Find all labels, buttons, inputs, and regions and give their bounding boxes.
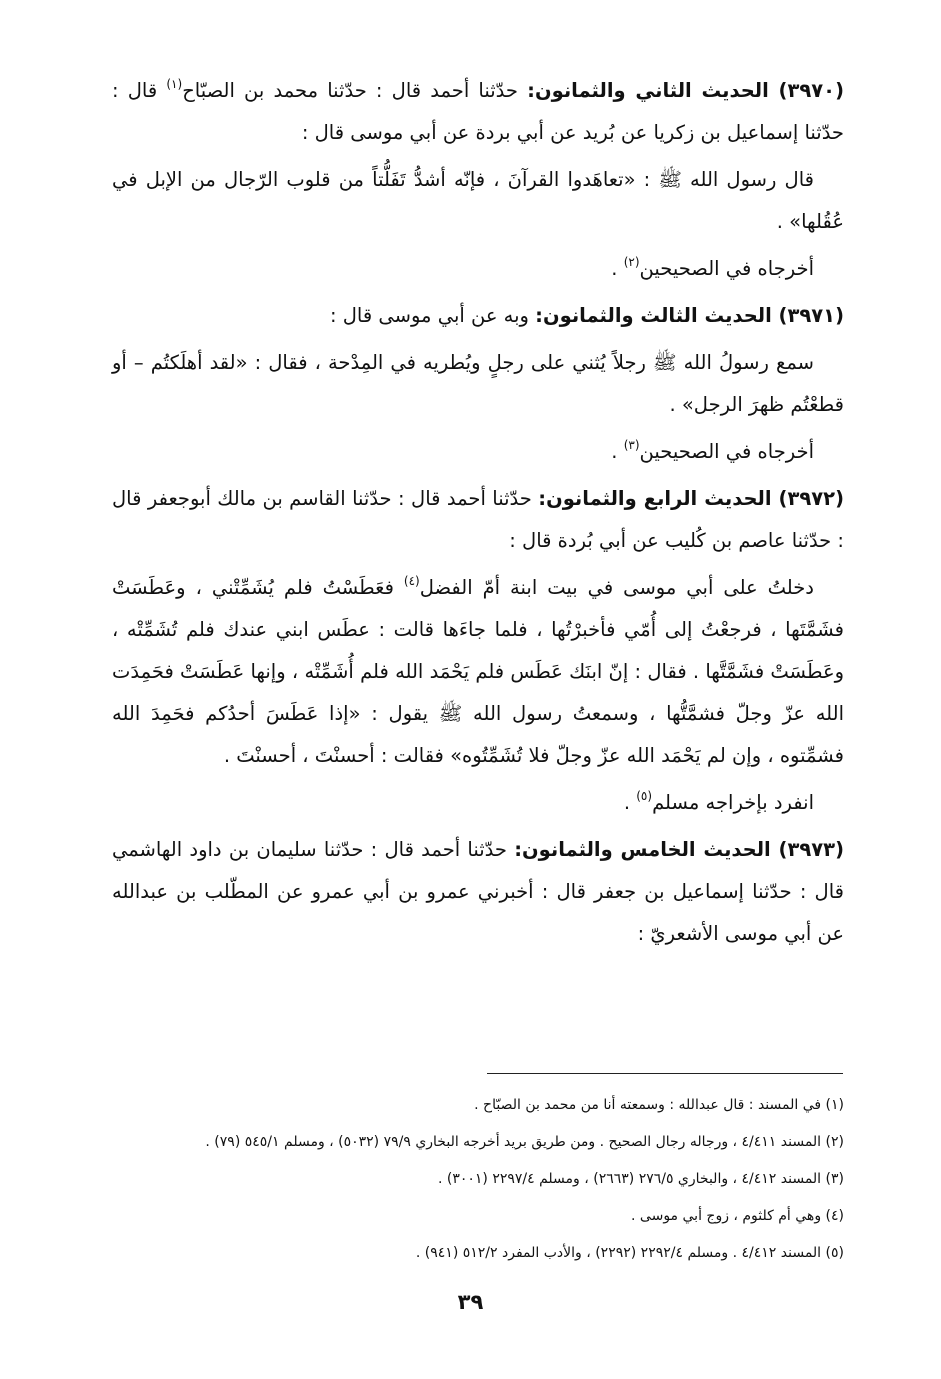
footnote-3: (٣) المسند ٤/٤١٢ ، والبخاري ٢٧٦/٥ (٢٦٦٣) ، ومسلم ٢٢٩٧/٤ (٣٠٠١) .: [437, 1171, 844, 1187]
hadith-3972-text: [112, 567, 844, 777]
hadith-3971-text: سمع رسولُ الله ﷺ رجلاً يُثني على رجلٍ ويُطريه في المِدْحة ، فقال : «لقد أهلَكتُم – أو قطعْتُم ظهرَ الرجل» .: [112, 351, 844, 416]
footnote-marker[interactable]: (١): [166, 77, 183, 91]
hadith-heading: (٣٩٧١) الحديث الثالث والثمانون:: [535, 304, 844, 327]
footnotes: [112, 1087, 844, 1272]
hadith-3970-chain: [112, 70, 844, 154]
page-number: ٣٩: [457, 1290, 484, 1314]
hadith-heading: (٣٩٧٠) الحديث الثاني والثمانون:: [527, 79, 844, 102]
hadith-heading: (٣٩٧٢) الحديث الرابع والثمانون:: [538, 487, 844, 510]
chain-text: حدّثنا أحمد قال : حدّثنا سليمان بن داود الهاشمي قال : حدّثنا إسماعيل بن جعفر قال : أخبرني عمرو بن أبي عمرو عن المطّلب بن عبدالله عن أبي موسى الأشعريّ :: [112, 838, 844, 945]
period: .: [623, 791, 637, 814]
footnote-marker[interactable]: (٣): [623, 438, 640, 452]
hadith-3970-text: قال رسول الله ﷺ : «تعاهَدوا القرآنَ ، فإنّه أشدُّ تَفَلُّتاً من قلوب الرّجال من الإبل في عُقُلها» .: [112, 168, 844, 233]
footnote-marker[interactable]: (٥): [636, 789, 653, 803]
footnote-5: (٥) المسند ٤/٤١٢ . ومسلم ٢٢٩٢/٤ (٢٢٩٢) ، والأدب المفرد ٥١٢/٢ (٩٤١) .: [415, 1245, 844, 1261]
hadith-3972-source: [112, 782, 844, 824]
footnote-marker[interactable]: (٢): [623, 255, 640, 269]
chain-text: حدّثنا أحمد قال : حدّثنا محمد بن الصبّاح: [182, 79, 528, 102]
chain-text: وبه عن أبي موسى قال :: [329, 304, 536, 327]
source-text: انفرد بإخراجه مسلم: [652, 791, 814, 814]
page-body: [112, 70, 844, 960]
chain-text: حدّثنا أحمد قال : حدّثنا القاسم بن مالك أبوجعفر قال : حدّثنا عاصم بن كُليب عن أبي بُردة قال :: [112, 487, 844, 552]
hadith-3970-source: [112, 248, 844, 290]
source-text: أخرجاه في الصحيحين: [639, 257, 814, 280]
hadith-3971-source: [112, 431, 844, 473]
hadith-3972-chain: [112, 478, 844, 562]
footnote-divider: [487, 1073, 843, 1074]
period: .: [611, 257, 624, 280]
chain-text: قال : حدّثنا إسماعيل بن زكريا عن بُريد عن أبي بردة عن أبي موسى قال :: [112, 79, 844, 144]
hadith-text: فعَطَسْتُ فلم يُشَمِّتْني ، وعَطَسَتْ فشَمَّتَها ، فرجعْتُ إلى أُمّي فأخبرْتُها ، فلما جاءَها قالت : عطَس ابني عندك فلم تُشَمِّتْه ، وعَطَسَتْ فشَمَّتَّها . فقال : إنّ ابنَك عَطَس فلم يَحْمَد الله فلم أُشَمِّتْه ، وإنها عَطَسَتْ فحَمِدَت الله عزّ وجلّ فشمَّتُّها ، وسمعتُ رسول الله ﷺ يقول : «إذا عَطَسَ أحدُكم فحَمِدَ الله فشمِّتوه ، وإن لم يَحْمَد الله عزّ وجلّ فلا تُشَمِّتُوه» فقالت : أحسنْتَ ، أحسنْتَ .: [112, 576, 844, 767]
footnote-1: (١) في المسند : قال عبدالله : وسمعته أنا من محمد بن الصبّاح .: [474, 1097, 844, 1113]
hadith-text: دخلتُ على أبي موسى في بيت ابنة أمّ الفضل: [419, 576, 814, 599]
hadith-3973-chain: [112, 829, 844, 955]
hadith-3971-chain: [112, 295, 844, 337]
source-text: أخرجاه في الصحيحين: [639, 440, 814, 463]
footnote-4: (٤) وهي أم كلثوم ، زوج أبي موسى .: [631, 1208, 844, 1224]
period: .: [611, 440, 624, 463]
footnote-2: (٢) المسند ٤/٤١١ ، ورجاله رجال الصحيح . ومن طريق بريد أخرجه البخاري ٧٩/٩ (٥٠٣٢) ، ومسلم ٥٤٥/١ (٧٩) .: [205, 1134, 844, 1150]
hadith-heading: (٣٩٧٣) الحديث الخامس والثمانون:: [514, 838, 844, 861]
footnote-marker[interactable]: (٤): [403, 574, 420, 588]
